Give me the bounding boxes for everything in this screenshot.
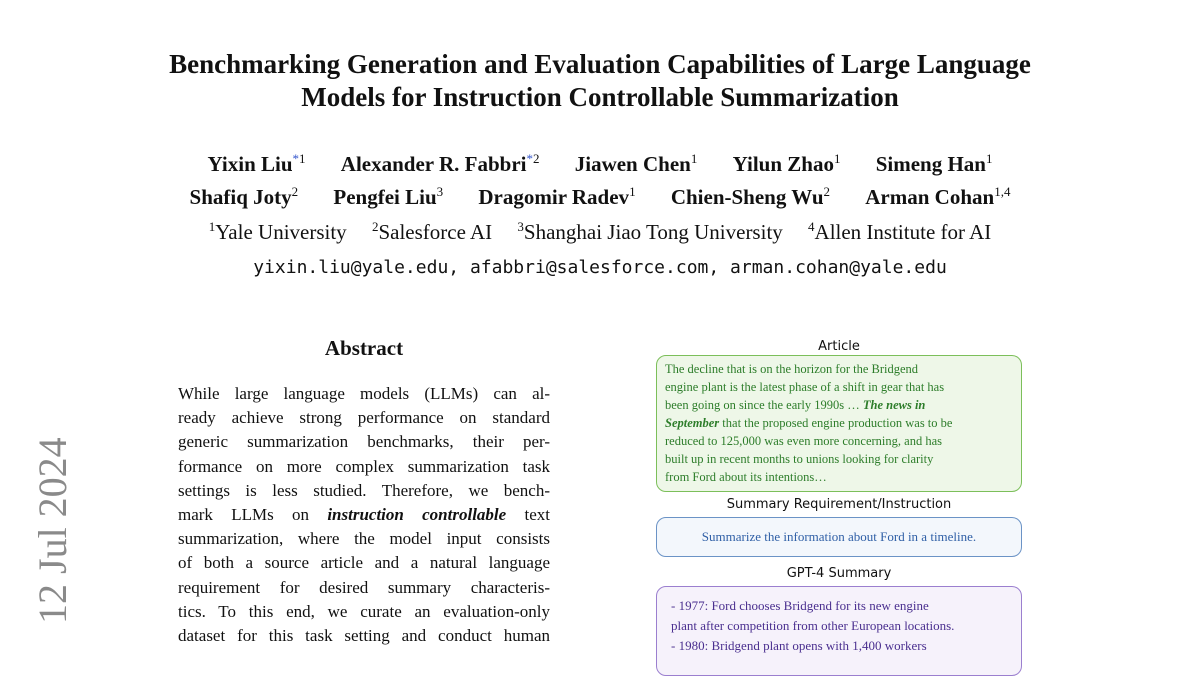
author: Yilun Zhao$^1$: [732, 151, 841, 176]
author-emails: yixin.liu@yale.edu, afabbri@salesforce.com, arman.cohan@yale.edu: [253, 257, 947, 278]
article-line: September that the proposed engine production was to be: [665, 416, 953, 430]
abstract-line: settings is less studied. Therefore, we bench-: [178, 480, 550, 500]
affiliation: $^1$Yale University: [208, 219, 347, 244]
author: Pengfei Liu$^3$: [333, 184, 444, 209]
affiliation: $^3$Shanghai Jiao Tong University: [517, 219, 783, 244]
abstract-line: requirement for desired summary characteris-: [178, 577, 550, 597]
emphasized-term: instruction controllable: [327, 505, 507, 525]
article-box: [656, 355, 1022, 492]
equal-contribution-mark: *: [526, 151, 533, 166]
author: Jiawen Chen$^1$: [574, 151, 698, 176]
equal-contribution-mark: *: [292, 151, 300, 166]
summary-line: - 1977: Ford chooses Bridgend for its new engine: [671, 598, 929, 613]
author: Alexander R. Fabbri$^{*2}$: [340, 151, 540, 176]
article-emphasis: September: [665, 416, 720, 430]
gpt-summary-label: GPT-4 Summary: [786, 566, 892, 581]
article-line: from Ford about its intentions…: [665, 470, 827, 484]
abstract-line: of both a source article and a natural language: [178, 553, 550, 573]
article-line: been going on since the early 1990s … The news in: [665, 398, 926, 412]
author: Yixin Liu$^{*1}$: [207, 151, 306, 176]
article-line: engine plant is the latest phase of a shift in gear that has: [665, 380, 945, 394]
author-row-2: [100, 178, 1100, 211]
affiliation: $^4$Allen Institute for AI: [808, 219, 992, 244]
abstract-line: formance on more complex summarization task: [178, 456, 550, 476]
abstract-line: generic summarization benchmarks, their per-: [178, 432, 550, 452]
gpt-summary-box: [656, 586, 1022, 676]
instruction-label: Summary Requirement/Instruction: [726, 497, 952, 512]
arxiv-date-stamp: 12 Jul 2024: [30, 437, 75, 624]
affiliation: $^2$Salesforce AI: [371, 219, 493, 244]
author: Dragomir Radev$^1$: [478, 184, 636, 209]
abstract-line: While large language models (LLMs) can al-: [178, 384, 550, 403]
title-line-1: Benchmarking Generation and Evaluation Capabilities of Large Language: [169, 49, 1031, 79]
summary-line: plant after competition from other European locations.: [671, 618, 955, 633]
author-list: [100, 145, 1100, 211]
paper-title: [100, 48, 1100, 114]
article-line: reduced to 125,000 was even more concerning, and has: [665, 434, 942, 448]
summary-line: - 1980: Bridgend plant opens with 1,400 workers: [671, 638, 927, 653]
author-row-1: [100, 145, 1100, 178]
author: Simeng Han$^1$: [875, 151, 993, 176]
article-label: Article: [818, 339, 860, 354]
article-emphasis: The news in: [862, 398, 926, 412]
instruction-box: Summarize the information about Ford in a timeline.: [656, 517, 1022, 557]
abstract-line: tics. To this end, we curate an evaluation-only: [178, 601, 550, 621]
author: Shafiq Joty$^2$: [189, 184, 299, 209]
author: Arman Cohan$^{1,4}$: [865, 184, 1011, 209]
affiliation-list: [100, 213, 1100, 246]
abstract-heading: Abstract: [324, 336, 404, 360]
abstract-line: ready achieve strong performance on standard: [178, 408, 550, 428]
article-line: built up in recent months to unions looking for clarity: [665, 452, 934, 466]
title-line-2: Models for Instruction Controllable Summarization: [301, 82, 899, 112]
author: Chien-Sheng Wu$^2$: [670, 184, 831, 209]
abstract-body: [178, 382, 550, 648]
abstract-line: dataset for this task setting and conduct human: [178, 626, 550, 646]
article-line: The decline that is on the horizon for the Bridgend: [665, 362, 919, 376]
abstract-line-emphasis: mark LLMs on instruction controllable text: [178, 505, 550, 525]
abstract-line: summarization, where the model input consists: [178, 529, 550, 549]
